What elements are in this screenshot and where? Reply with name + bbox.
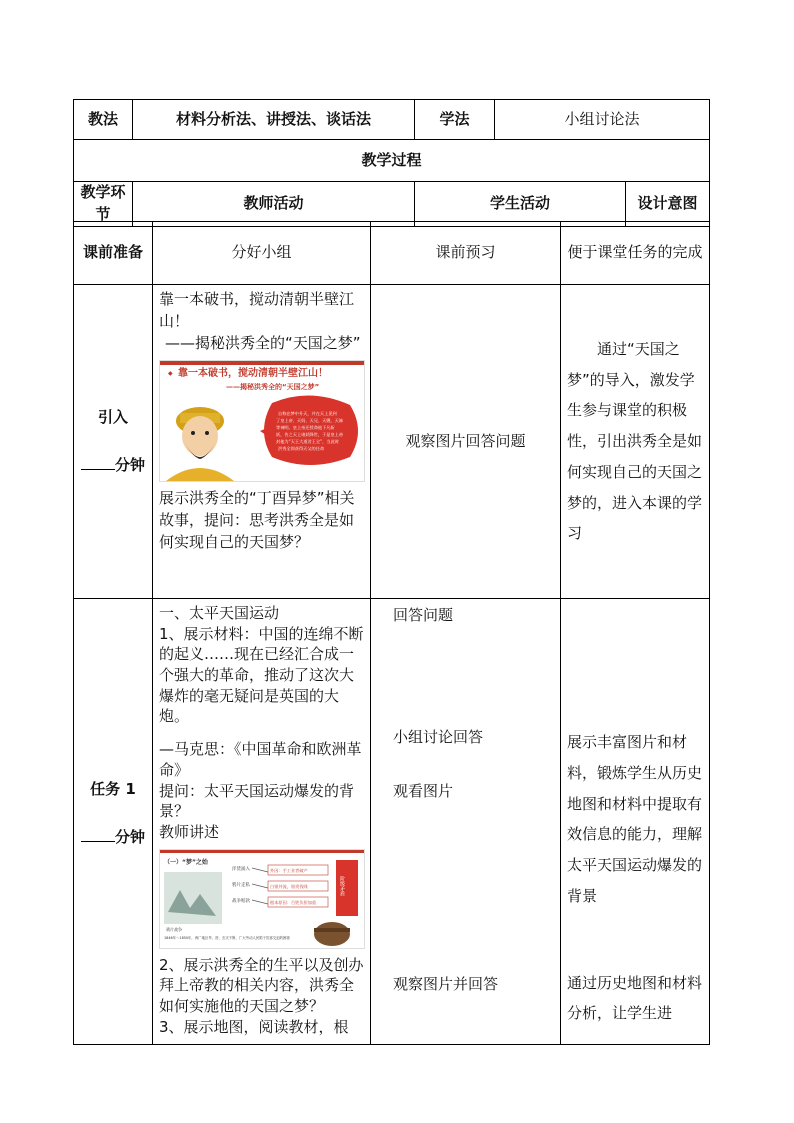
svg-text:等神明。皇上帝还授命他下凡斩: 等神明。皇上帝还授命他下凡斩 — [276, 425, 335, 431]
study-label: 学法 — [415, 100, 495, 140]
intro-minute-blank[interactable] — [81, 455, 115, 470]
col-teacher: 教师活动 — [133, 182, 415, 227]
svg-text:妖，告之天上诸妖降世，于是皇上帝: 妖，告之天上诸妖降世，于是皇上帝 — [276, 432, 344, 438]
task1-slide-image — [159, 849, 365, 949]
task1-teacher-cell — [153, 599, 371, 1045]
intro-slide-title: 靠一本破书，搅动清朝半壁江山！ — [178, 368, 328, 380]
prep-student: 课前预习 — [371, 222, 561, 285]
task1-slide-heading: （一）“梦”之始 — [164, 858, 208, 866]
task1-teacher-p7: 3、展示地图，阅读教材，根 — [159, 1017, 349, 1036]
lesson-plan-body — [73, 221, 710, 1045]
svg-text:鸦片走私: 鸦片走私 — [232, 882, 250, 888]
svg-text:根本原因：百姓负担加重: 根本原因：百姓负担加重 — [270, 899, 317, 905]
intro-intent: 通过“天国之梦”的导入，激发学生参与课堂的积极性，引出洪秀全是如何实现自己的天国之梦的，进入本课的学习 — [561, 285, 710, 599]
study-value: 小组讨论法 — [495, 100, 710, 140]
intro-teacher-p1: 靠一本破书，搅动清朝半壁江山！ — [159, 290, 355, 330]
svg-text:◆: ◆ — [168, 370, 173, 378]
intro-teacher-p3: 展示洪秀全的“丁酉异梦”相关故事，提问：思考洪秀全是如何实现自己的天国梦？ — [159, 489, 355, 551]
method-label: 教法 — [74, 100, 133, 140]
lesson-plan-table — [73, 99, 710, 227]
intro-teacher-cell — [153, 285, 371, 599]
header-row — [74, 100, 710, 140]
col-intent: 设计意图 — [626, 182, 710, 227]
prep-stage: 课前准备 — [74, 222, 153, 285]
task1-student-4: 观察图片并回答 — [393, 975, 499, 994]
row-prep — [74, 222, 710, 285]
intro-minute-suffix: 分钟 — [114, 455, 145, 474]
task1-minutes — [74, 827, 152, 849]
svg-text:自称在梦中升天，并在天上见到: 自称在梦中升天，并在天上见到 — [278, 411, 337, 417]
task1-slide-left-caption: 鸦片战争 — [166, 926, 182, 932]
intro-teacher-p2: ——揭秘洪秀全的“天国之梦” — [165, 333, 361, 352]
svg-text:战争赔款: 战争赔款 — [232, 898, 250, 904]
task1-intent-1: 展示丰富图片和材料，锻炼学生从历史地图和材料中提取有效信息的能力，理解太平天国运动爆发的背景 — [567, 733, 703, 905]
row-task1 — [74, 599, 710, 1045]
task1-minute-blank[interactable] — [81, 827, 115, 842]
task1-teacher-p5: 教师讲述 — [159, 822, 220, 841]
process-title-row — [74, 140, 710, 182]
col-student: 学生活动 — [415, 182, 626, 227]
intro-slide-image — [159, 360, 365, 482]
task1-student-cell — [371, 599, 561, 1045]
row-intro — [74, 285, 710, 599]
svg-text:洋货涌入: 洋货涌入 — [232, 866, 250, 872]
intro-stage: 引入 — [97, 407, 128, 426]
task1-teacher-p2: 1、展示材料：中国的连绵不断的起义……现在已经汇合成一个强大的革命，推动了这次大爆炸的毫无疑问是英国的大炮。 — [159, 624, 364, 726]
task1-teacher-p3: —马克思：《中国革命和欧洲革命》 — [159, 740, 362, 779]
task1-student-2: 小组讨论回答 — [393, 727, 484, 746]
task1-teacher-p1: 一、太平天国运动 — [159, 604, 280, 622]
intro-stage-cell — [74, 285, 153, 599]
process-title: 教学过程 — [74, 140, 710, 182]
task1-student-3: 观看图片 — [393, 781, 454, 800]
task1-intent-2: 通过历史地图和材料分析，让学生进 — [567, 973, 703, 1023]
task1-intent-cell — [561, 599, 710, 1045]
intro-student: 观察图片回答问题 — [371, 285, 561, 599]
column-header-row — [74, 182, 710, 227]
task1-slide-footnote: 1846年～1850年，两广地区旱、涝、虫灾不断，广大劳动人民陷于饥寒交迫的困境 — [164, 935, 290, 940]
svg-text:洪秀全即获得天父的任命: 洪秀全即获得天父的任命 — [278, 446, 325, 452]
svg-text:了皇上帝、天妈、天兄、天嫂，天姊: 了皇上帝、天妈、天兄、天嫂，天姊 — [276, 418, 344, 424]
task1-student-1: 回答问题 — [393, 606, 454, 624]
task1-stage-cell — [74, 599, 153, 1045]
method-value: 材料分析法、讲授法、谈话法 — [133, 100, 415, 140]
intro-slide-subtitle: ——揭秘洪秀全的“天国之梦” — [226, 383, 320, 392]
task1-teacher-p4: 提问：太平天国运动爆发的背景？ — [159, 781, 355, 821]
prep-teacher: 分好小组 — [153, 222, 371, 285]
prep-intent: 便于课堂任务的完成 — [561, 222, 710, 285]
svg-text:封他为“天王大道君王全”，当此时: 封他为“天王大道君王全”，当此时 — [276, 439, 339, 445]
col-stage: 教学环节 — [74, 182, 133, 227]
task1-teacher-p6: 2、展示洪秀全的生平以及创办拜上帝教的相关内容，洪秀全如何实施他的天国之梦？ — [159, 955, 364, 1015]
task1-stage: 任务 1 — [90, 780, 136, 798]
task1-slide-tag: 阶级矛盾 — [339, 875, 345, 896]
intro-minutes — [74, 455, 152, 477]
svg-text:外因：手工业者破产: 外因：手工业者破产 — [270, 867, 308, 873]
task1-minute-suffix: 分钟 — [114, 827, 145, 846]
svg-text:白银外流，银贵钱贱: 白银外流，银贵钱贱 — [270, 883, 308, 889]
